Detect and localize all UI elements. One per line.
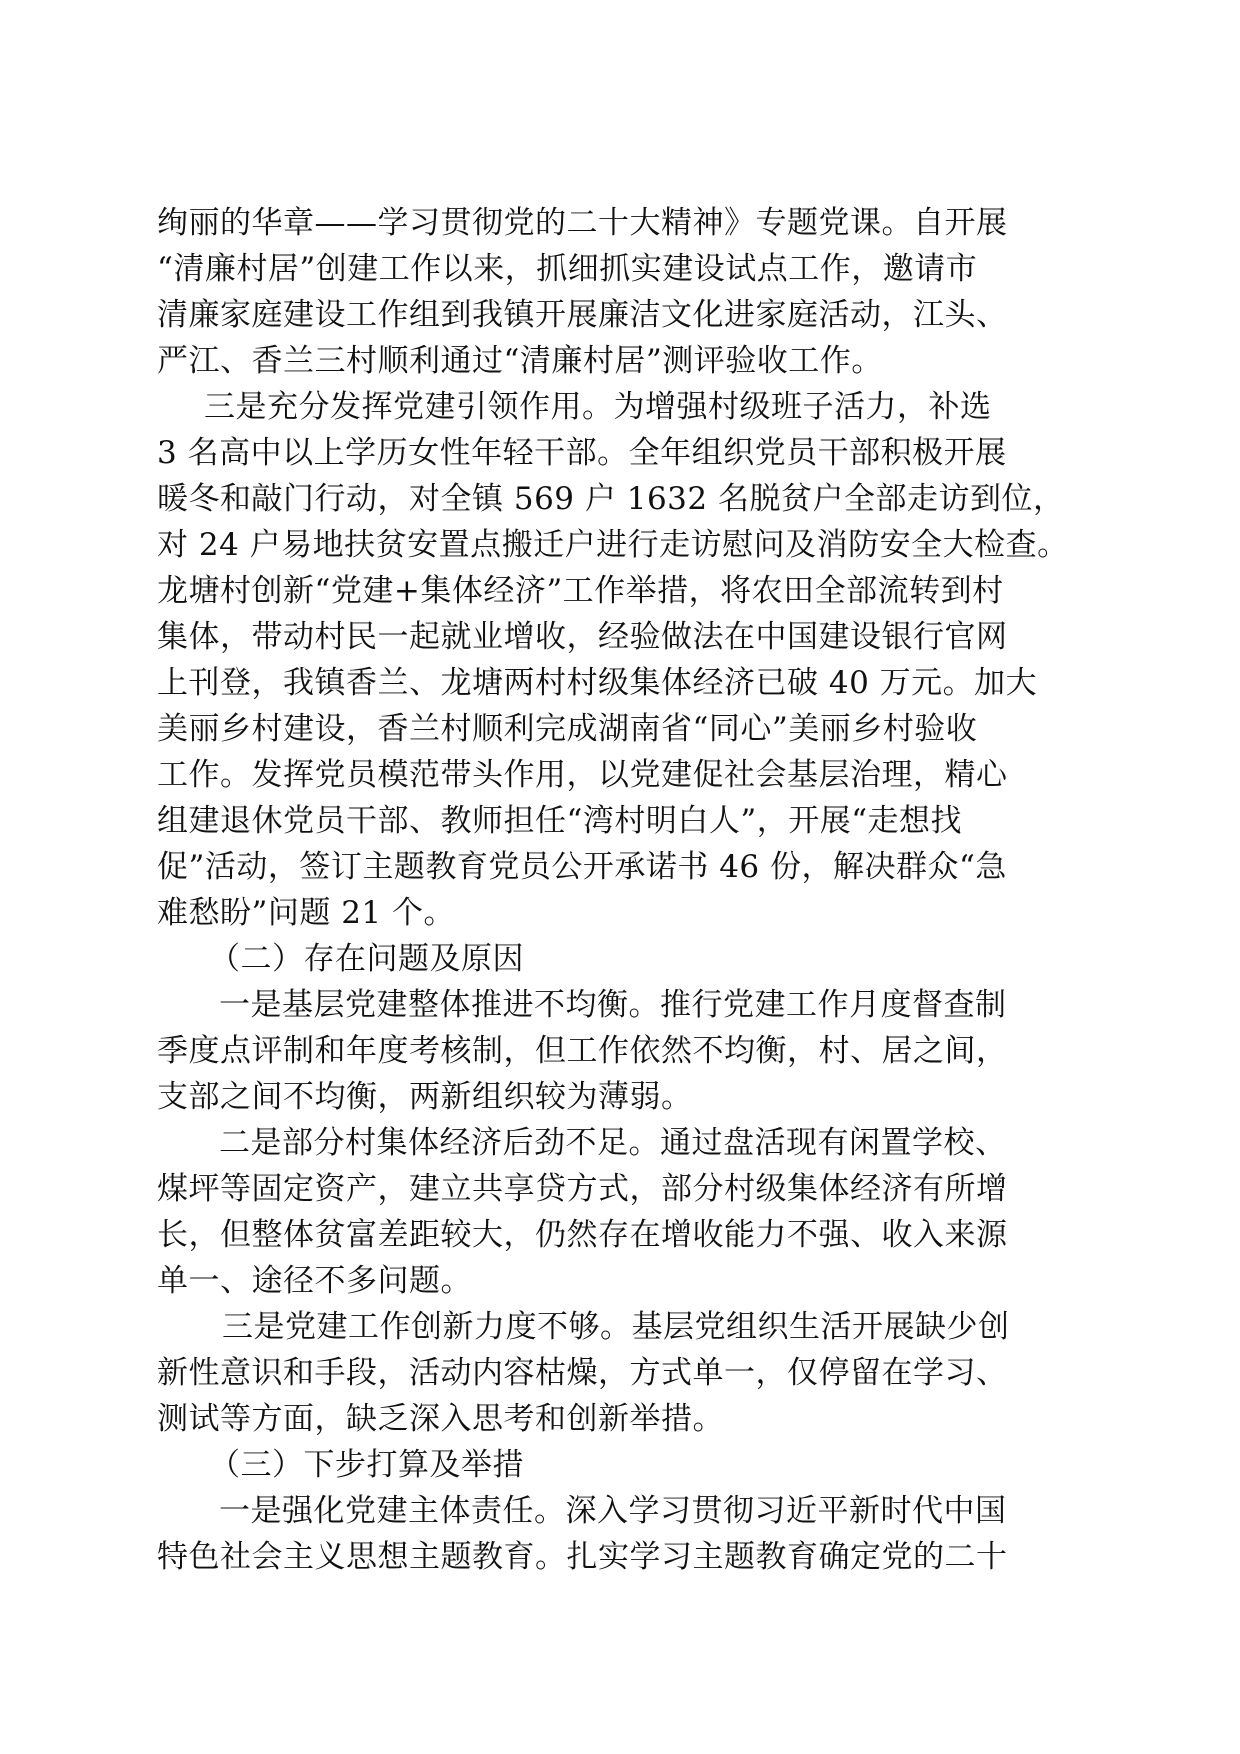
text-line: “清廉村居”创建工作以来，抓细抓实建设试点工作，邀请市 — [157, 251, 978, 287]
section-heading: （三）下步打算及举措 — [209, 1447, 524, 1483]
text-line: 组建退休党员干部、教师担任“湾村明白人”，开展“走想找 — [157, 803, 963, 839]
paragraph-start-line: 三是充分发挥党建引领作用。为增强村级班子活力，补选 — [204, 389, 992, 425]
paragraph-start-line: 一是基层党建整体推进不均衡。推行党建工作月度督查制 — [219, 987, 1007, 1023]
section-heading: （二）存在问题及原因 — [209, 941, 524, 977]
text-line: 支部之间不均衡，两新组织较为薄弱。 — [157, 1079, 693, 1115]
text-line: 清廉家庭建设工作组到我镇开展廉洁文化进家庭活动，江头、 — [157, 297, 1008, 333]
text-line: 对 24 户易地扶贫安置点搬迁户进行走访慰问及消防安全大检查。 — [157, 527, 1069, 563]
text-line: 煤坪等固定资产，建立共享贷方式，部分村级集体经济有所增 — [157, 1171, 1008, 1207]
text-line: 新性意识和手段，活动内容枯燥，方式单一，仅停留在学习、 — [157, 1355, 1008, 1391]
paragraph-start-line: 二是部分村集体经济后劲不足。通过盘活现有闲置学校、 — [219, 1125, 1007, 1161]
text-line: 特色社会主义思想主题教育。扎实学习主题教育确定党的二十 — [157, 1539, 1008, 1575]
text-line: 促”活动，签订主题教育党员公开承诺书 46 份，解决群众“急 — [157, 849, 1007, 885]
body-text — [157, 200, 1087, 1580]
text-line: 季度点评制和年度考核制，但工作依然不均衡，村、居之间， — [157, 1033, 1008, 1069]
text-line: 绚丽的华章——学习贯彻党的二十大精神》专题党课。自开展 — [157, 205, 1008, 241]
text-line: 美丽乡村建设，香兰村顺利完成湖南省“同心”美丽乡村验收 — [157, 711, 978, 747]
paragraph-start-line: 一是强化党建主体责任。深入学习贯彻习近平新时代中国 — [219, 1493, 1007, 1529]
text-line: 上刊登，我镇香兰、龙塘两村村级集体经济已破 40 万元。加大 — [157, 665, 1038, 701]
text-line: 暖冬和敲门行动，对全镇 569 户 1632 名脱贫户全部走访到位， — [157, 481, 1065, 517]
text-line: 龙塘村创新“党建+集体经济”工作举措，将农田全部流转到村 — [157, 573, 1004, 609]
text-line: 单一、途径不多问题。 — [157, 1263, 472, 1299]
text-line: 长，但整体贫富差距较大，仍然存在增收能力不强、收入来源 — [157, 1217, 1008, 1253]
paragraph-start-line: 三是党建工作创新力度不够。基层党组织生活开展缺少创 — [222, 1309, 1010, 1345]
text-line: 集体，带动村民一起就业增收，经验做法在中国建设银行官网 — [157, 619, 1008, 655]
text-line: 严江、香兰三村顺利通过“清廉村居”测评验收工作。 — [157, 343, 883, 379]
text-line: 3 名高中以上学历女性年轻干部。全年组织党员干部积极开展 — [157, 435, 1007, 471]
text-line: 测试等方面，缺乏深入思考和创新举措。 — [157, 1401, 724, 1437]
text-line: 工作。发挥党员模范带头作用，以党建促社会基层治理，精心 — [157, 757, 1008, 793]
text-line: 难愁盼”问题 21 个。 — [157, 895, 456, 931]
